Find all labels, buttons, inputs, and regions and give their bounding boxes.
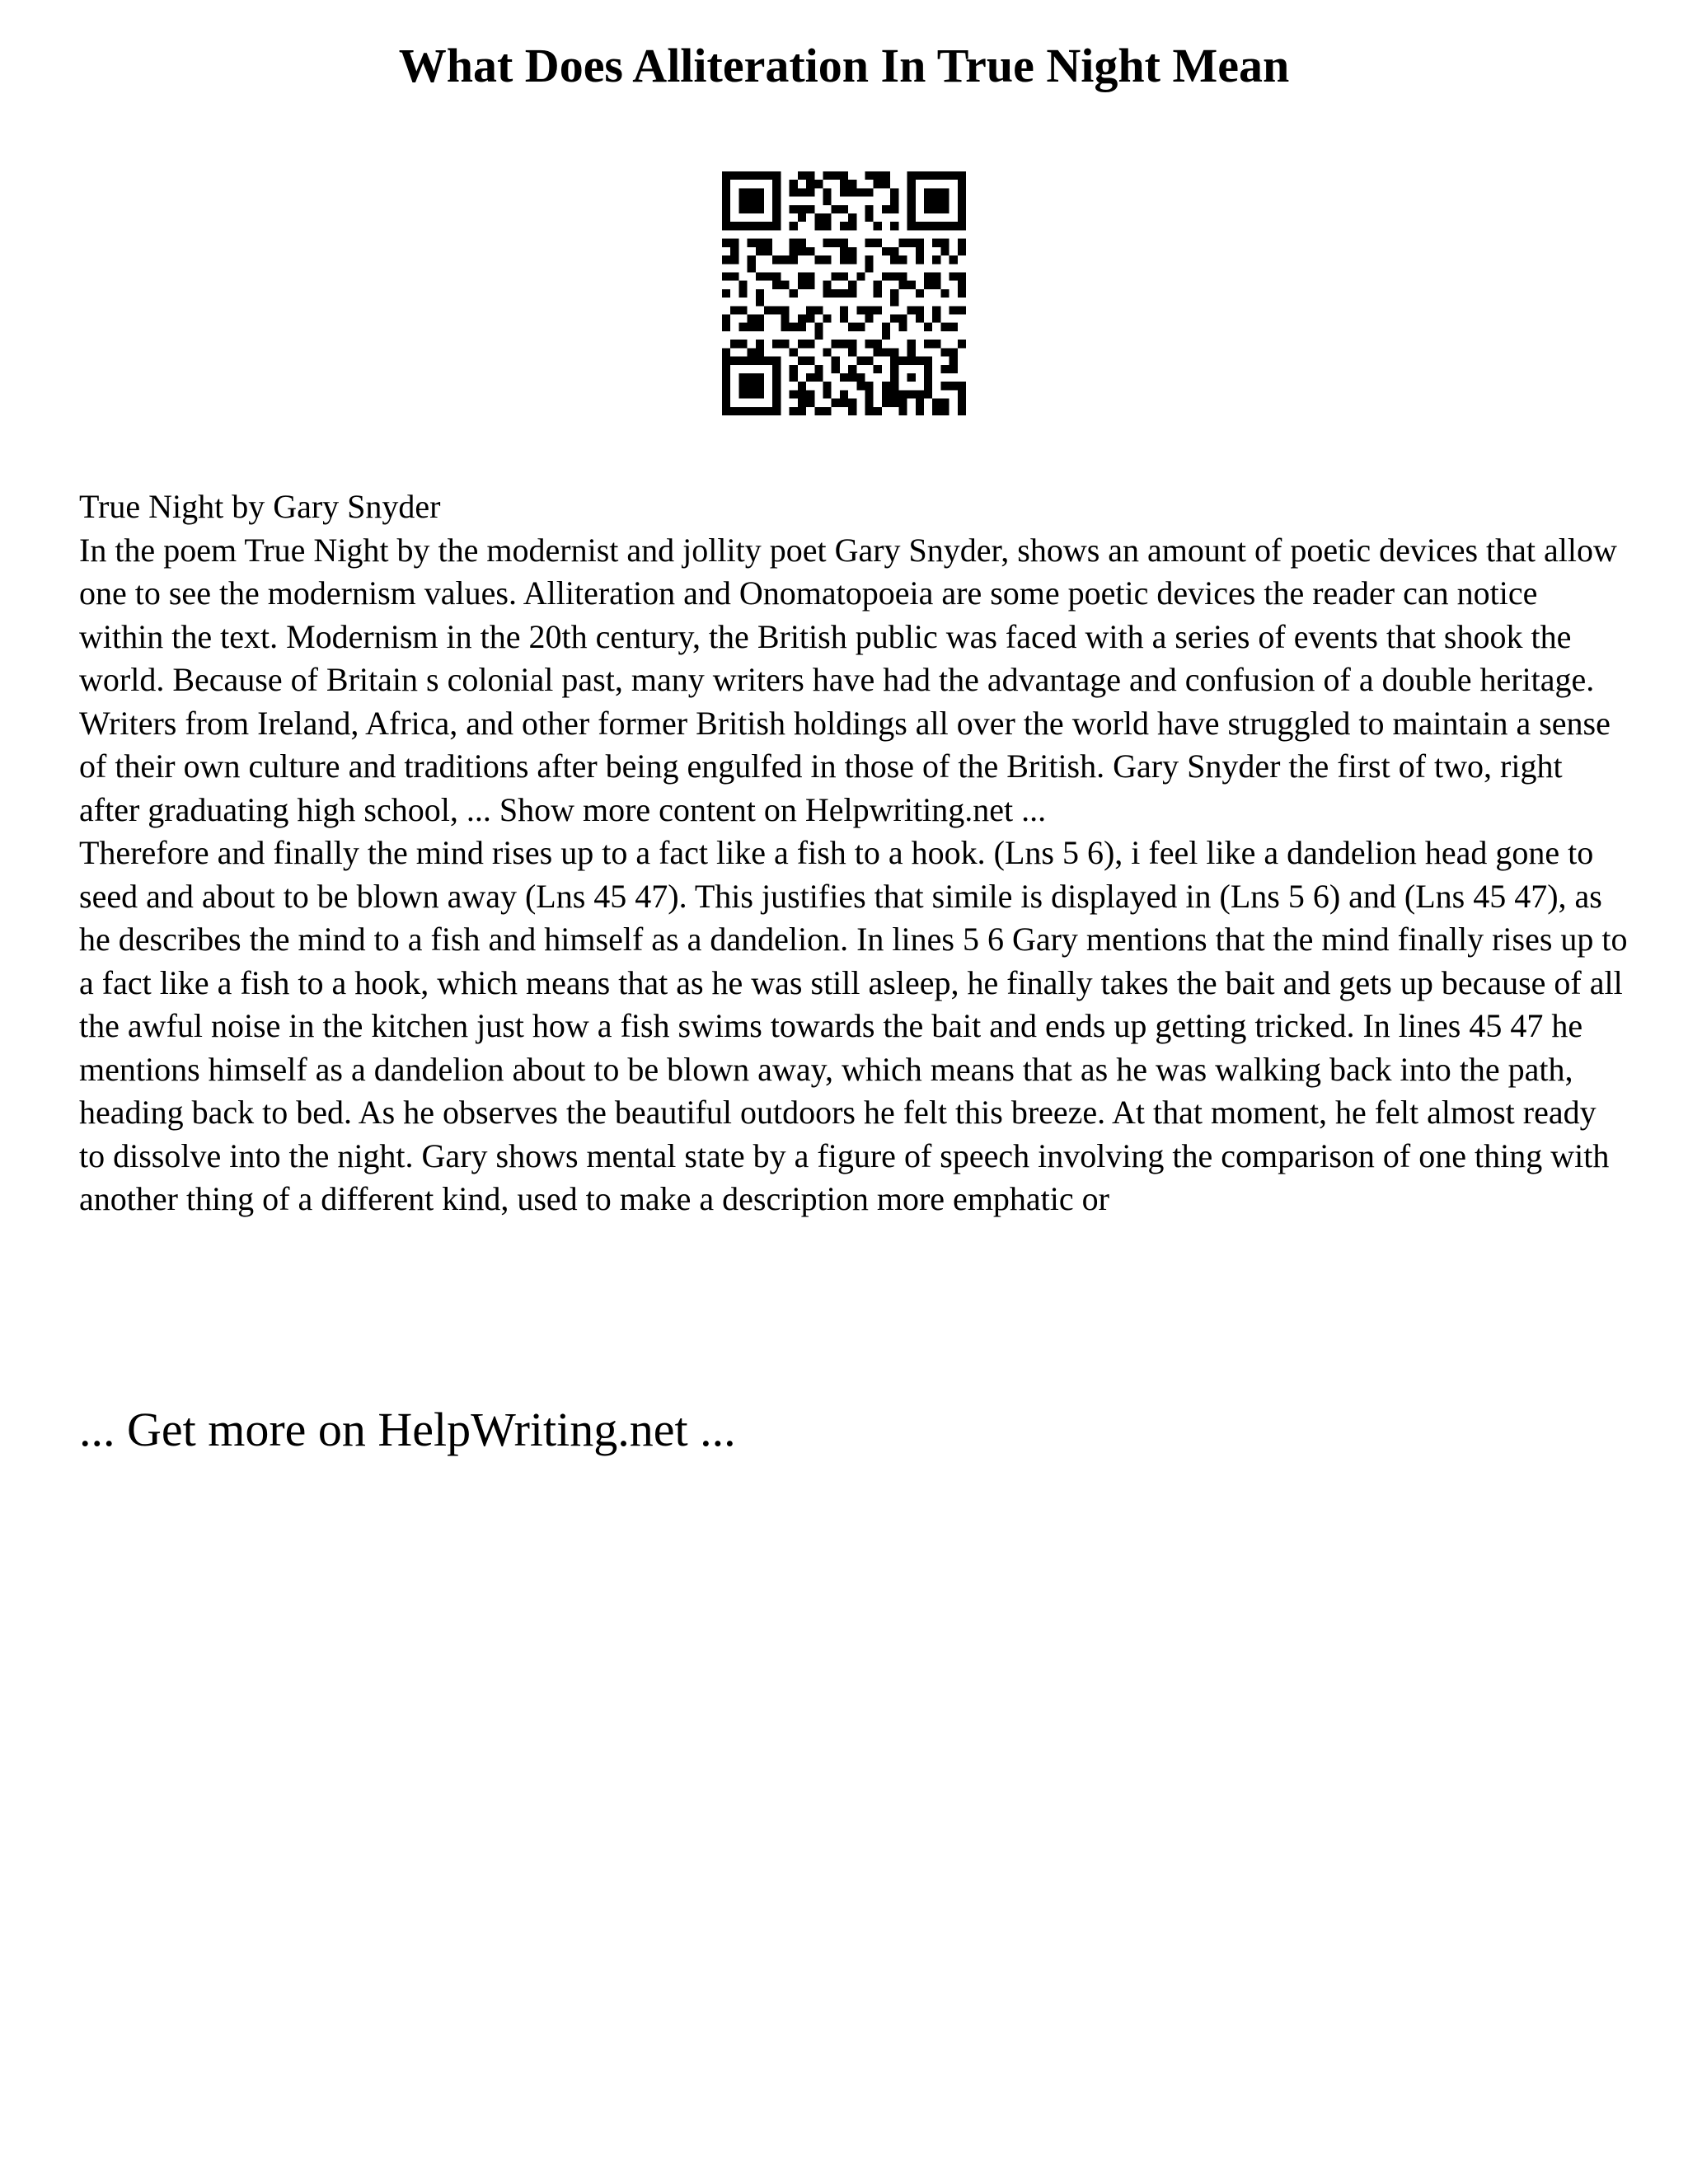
qr-code-icon [722, 171, 966, 415]
byline: True Night by Gary Snyder [79, 488, 441, 525]
article-body [79, 485, 1629, 1221]
paragraph: In the poem True Night by the modernist and jollity poet Gary Snyder, shows an amount of poetic devices that allow one to see the modernism values. Alliteration and Onomatopoeia are some poetic devices the reader can notice within the text. Modernism in the 20th century, the British public was faced with a series of events that shook the world. Because of Britain s colonial past, many writers have had the advantage and confusion of a double heritage. Writers from Ireland, Africa, and other former British holdings all over the world have struggled to maintain a sense of their own culture and traditions after being engulfed in those of the British. Gary Snyder the first of two, right after graduating high school, ... Show more content on Helpwriting.net ... [79, 531, 1617, 828]
paragraph: Therefore and finally the mind rises up to a fact like a fish to a hook. (Lns 5 6), i feel like a dandelion head gone to seed and about to be blown away (Lns 45 47). This justifies that simile is displayed in (Lns 5 6) and (Lns 45 47), as he describes the mind to a fish and himself as a dandelion. In lines 5 6 Gary mentions that the mind finally rises up to a fact like a fish to a hook, which means that as he was still asleep, he finally takes the bait and gets up because of all the awful noise in the kitchen just how a fish swims towards the bait and ends up getting tricked. In lines 45 47 he mentions himself as a dandelion about to be blown away, which means that as he was walking back into the path, heading back to bed. As he observes the beautiful outdoors he felt this breeze. At that moment, he felt almost ready to dissolve into the night. Gary shows mental state by a figure of speech involving the comparison of one thing with another thing of a different kind, used to make a description more emphatic or [79, 834, 1628, 1217]
page-title: What Does Alliteration In True Night Mean [398, 39, 1290, 92]
get-more-link[interactable]: ... Get more on HelpWriting.net ... [79, 1403, 736, 1456]
